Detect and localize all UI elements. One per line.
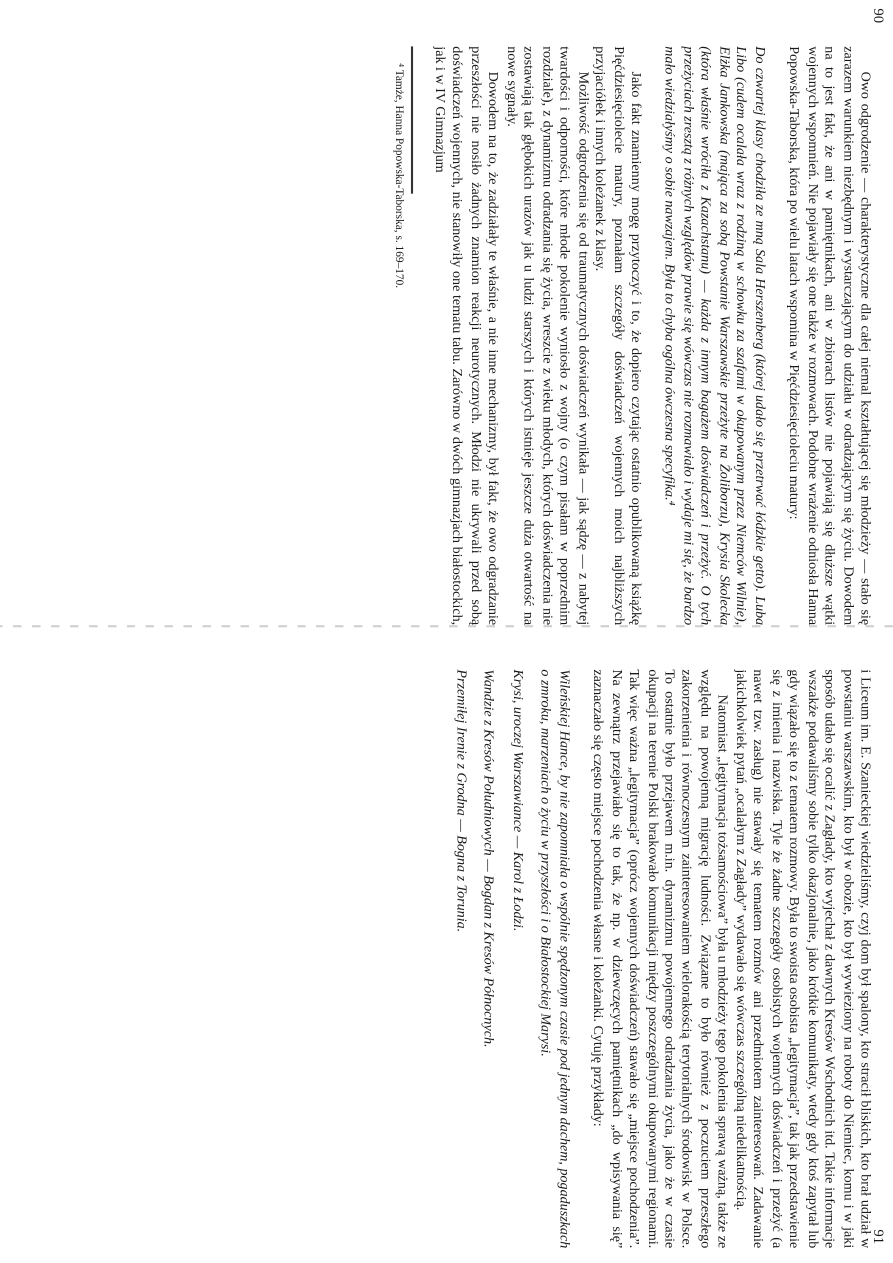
book-gutter: [0, 625, 893, 627]
page-number-right: 91: [869, 1229, 887, 1245]
body-paragraph: Owo odgrodzenie — charakterystyczne dla całej niemal kształtującej się młodzieży — stało się zarazem warunkiem niezbędnym i wystarczającym do udziału w odradzającym się życiu. Dowodem na to jest fakt, że ani w pamiętnikach, ani w zbiorach listów nie pojawiają się dłuższe wątki wojennych wspomnień. Nie pojawiały się one także w rozmowach. Podobne wrażenie odniosła Hanna Popowska-Taborska, która po wielu latach wspomina w Pięćdziesięcioleciu matury:: [786, 46, 872, 626]
body-paragraph: Dowodem na to, że zadziałały te właśnie, a nie inne mechanizmy, był fakt, że owo odgradzanie przeszłości nie nosiło żadnych znamion reakcji neurotycznych. Młodzi nie ukrywali przed sobą doświadczeń wojennych, nie stanowiły one tematu tabu. Zarówno w dwóch gimnazjach białostockich, jak i w IV Gimnazjum: [432, 46, 501, 626]
quote-block: Do czwartej klasy chodziła ze mną Sala Herszenberg (której udało się przetrwać łódzkie getto). Luba Libo (cudem ocalała wraz z rodziną w schowku za szafami w okupowanym przez Niemców Wilnie), Elżka Jankowska (mająca za sobą Powstanie Warszawskie przeżyte na Żoliborzu), Krysia Skolecka (która właśnie wróciła z Kazachstanu) — każda z innym bagażem doświadczeń i przeżyć. O tych przeżyciach zresztą z różnych względów prawie się wówczas nie rozmawiało i wydaje mi się, że bardzo mało wiedziałyśmy o sobie nawzajem. Była to chyba ogólna ówczesna specyfika.⁴: [662, 46, 767, 626]
quote-entry: Krysi, uroczej Warszawiance — Karol z Łodzi.: [509, 669, 525, 932]
body-paragraph: Jako fakt znamienny mogę przytoczyć i to, że dopiero czytając ostatnio opublikowaną książkę Pięćdziesięciolecie matury, poznałam szczegóły doświadczeń wojennych moich najbliższych przyjaciółek i innych koleżanek z klasy.: [592, 46, 643, 626]
quote-entry: Wileńskiej Hance, by nie zapomniała o wspólnie spędzonym czasie pod jednym dachem, pogaduszkach o zmroku, marzeniach o życiu w przyszłości i o Białostockiej Marysi.: [537, 669, 571, 1249]
page-number-left: 90: [869, 8, 887, 24]
footnote-rule: [410, 46, 412, 193]
left-page-column: [0, 46, 872, 625]
footnote: ⁴ Tamże, Hanna Popowska-Taborska, s. 169–170.: [391, 63, 404, 289]
quote-entry: Przemiłej Irenie z Grodna — Bogna z Torunia.: [452, 669, 468, 933]
body-paragraph: Natomiast „legitymacja tożsamościowa” była u młodzieży tego pokolenia sprawą ważną, także ze względu na powojenną migrację ludności. Związane to było również z poczuciem przeszłego zakorzenienia i równoczesnym zainteresowaniem wielorakością terytorialnych środowisk w Polsce. To ostatnie było przejawem m.in. dynamizmu powojennego odradzania życia, jako że w czasie okupacji na terenie Polski brakowało komunikacji między poszczególnymi okupowanymi regionami. Tak więc ważna „legitymacja” (oprócz wojennych doświadczeń) stawało się „miejsce pochodzenia”. Na zewnątrz przejawiało się to tak, że np. w dziewczęcych pamiętnikach „do wpisywania się” zaznaczało się często miejsce pochodzenia własne i koleżanki. Cytuję przykłady:: [590, 669, 730, 1249]
body-paragraph: i Liceum im. E. Szanieckiej wiedzieliśmy, czyj dom był spalony, kto stracił bliskich, kto brał udział w powstaniu warszawskim, kto był w obozie, kto był wywieziony na roboty do Niemiec, komu i w jaki sposób udało się ocalić z Zagłady, kto wyjechał z dawnych Kresów Wschodnich itd. Takie informacje wszakże podawaliśmy sobie tylko okazjonalnie, jako krótkie komunikaty, wtedy gdy ktoś zapytał lub gdy wiązało się to z tematem rozmowy. Była to swoista osobista „legitymacja”, tak jak przedstawienie się z imienia i nazwiska. Tyle że żadne szczegóły osobistych wojennych doświadczeń i przeżyć (a nawet tzw. zasług) nie stawały się tematem rozmów ani przedmiotem zainteresowań. Zadawanie jakichkolwiek pytań „ocalałym z Zagłady” wydawało się wówczas szczególną niedelikatnością.: [732, 669, 872, 1249]
right-page-column: [0, 669, 872, 1248]
quote-entry: Wandzie z Kresów Południowych — Bogdan z Kresów Północnych.: [481, 669, 496, 1048]
body-paragraph: Możliwość odgrodzenia się od traumatycznych doświadczeń wynikała — jak sądzę — z nabytej twardości i odporności, które młode pokolenie wyniosło z wojny (o czym pisałam w poprzednim rozdziale), z dynamizmu odradzania się życia, wreszcie z wieku młodych, których doświadczenia nie zostawiają tak głębokich urazów jak u ludzi starszych i których istnieje jeszcze duża otwartość na nowe sygnały.: [503, 46, 590, 626]
